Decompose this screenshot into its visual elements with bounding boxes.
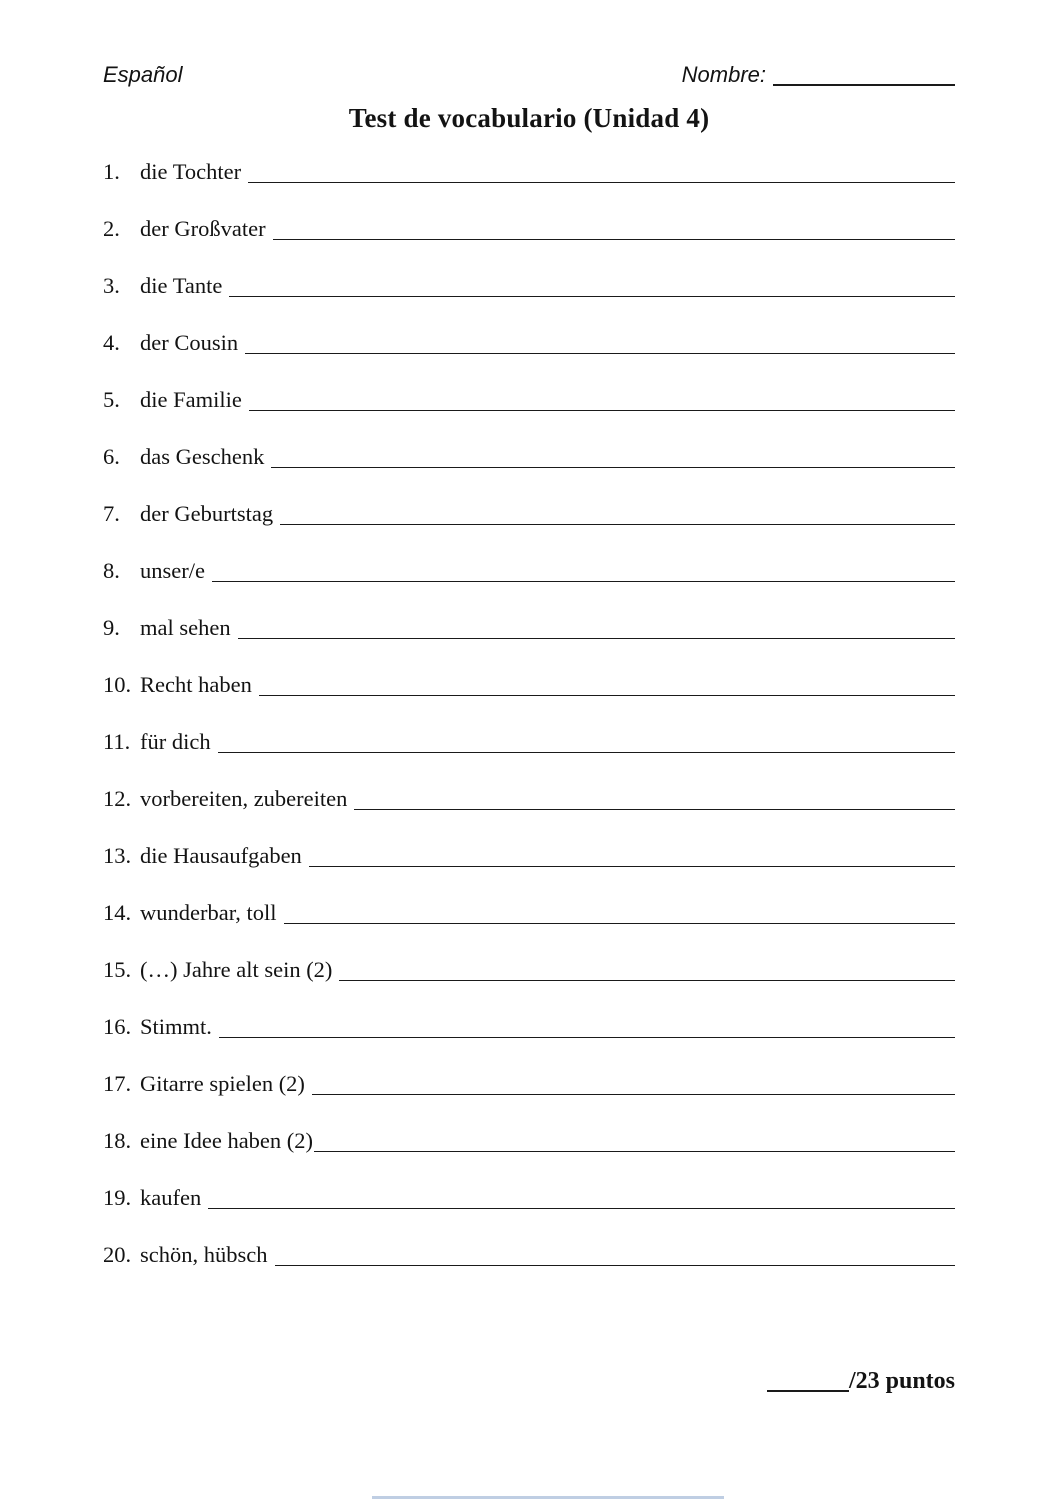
item-term: die Familie — [140, 387, 242, 412]
item-number: 9. — [103, 615, 120, 640]
item-term: die Hausaufgaben — [140, 843, 302, 868]
item-term: das Geschenk — [140, 444, 265, 469]
item-term: Recht haben — [140, 672, 252, 697]
answer-blank[interactable] — [208, 1208, 955, 1209]
page-title: Test de vocabulario (Unidad 4) — [348, 103, 710, 133]
item-term: wunderbar, toll — [140, 900, 277, 925]
item-term: die Tante — [140, 273, 223, 298]
vocab-item — [103, 1240, 955, 1270]
answer-blank[interactable] — [249, 410, 955, 411]
score-blank[interactable] — [767, 1390, 849, 1392]
vocab-item — [103, 670, 955, 700]
item-term: der Geburtstag — [140, 501, 274, 526]
item-number: 2. — [103, 216, 120, 241]
item-term: der Cousin — [140, 330, 239, 355]
answer-blank[interactable] — [271, 467, 955, 468]
item-number: 4. — [103, 330, 120, 355]
item-term: vorbereiten, zubereiten — [140, 786, 348, 811]
vocab-item — [103, 1012, 955, 1042]
answer-blank[interactable] — [280, 524, 955, 525]
item-number: 13. — [103, 843, 132, 868]
item-number: 16. — [103, 1014, 132, 1039]
answer-blank[interactable] — [314, 1151, 955, 1152]
item-term: der Großvater — [140, 216, 266, 241]
name-blank[interactable] — [773, 84, 955, 86]
answer-blank[interactable] — [259, 695, 955, 696]
answer-blank[interactable] — [212, 581, 955, 582]
vocab-item — [103, 841, 955, 871]
score-footer — [767, 1366, 955, 1396]
item-number: 20. — [103, 1242, 132, 1267]
answer-blank[interactable] — [248, 182, 955, 183]
vocab-item — [103, 385, 955, 415]
item-number: 1. — [103, 159, 120, 184]
vocab-item — [103, 499, 955, 529]
item-number: 17. — [103, 1071, 132, 1096]
points-label: /23 puntos — [848, 1368, 955, 1394]
item-term: die Tochter — [140, 159, 242, 184]
answer-blank[interactable] — [354, 809, 955, 810]
answer-blank[interactable] — [238, 638, 955, 639]
item-number: 12. — [103, 786, 132, 811]
item-number: 19. — [103, 1185, 132, 1210]
item-number: 3. — [103, 273, 120, 298]
scan-artifact — [372, 1496, 724, 1499]
name-label: Nombre: — [681, 62, 766, 87]
item-term: eine Idee haben (2) — [140, 1128, 314, 1153]
vocab-item — [103, 1069, 955, 1099]
answer-blank[interactable] — [273, 239, 955, 240]
answer-blank[interactable] — [218, 752, 955, 753]
answer-blank[interactable] — [284, 923, 955, 924]
item-number: 14. — [103, 900, 132, 925]
vocab-item — [103, 727, 955, 757]
item-number: 15. — [103, 957, 132, 982]
subject-label: Español — [103, 62, 183, 87]
vocab-item — [103, 1183, 955, 1213]
answer-blank[interactable] — [219, 1037, 955, 1038]
item-term: schön, hübsch — [140, 1242, 268, 1267]
vocab-item — [103, 556, 955, 586]
vocab-item — [103, 898, 955, 928]
answer-blank[interactable] — [245, 353, 955, 354]
item-number: 10. — [103, 672, 132, 697]
item-number: 6. — [103, 444, 120, 469]
item-term: kaufen — [140, 1185, 202, 1210]
item-term: (…) Jahre alt sein (2) — [140, 957, 333, 982]
item-number: 11. — [103, 729, 131, 754]
item-term: Gitarre spielen (2) — [140, 1071, 305, 1096]
item-term: mal sehen — [140, 615, 231, 640]
vocab-item — [103, 271, 955, 301]
answer-blank[interactable] — [312, 1094, 955, 1095]
vocab-item — [103, 442, 955, 472]
item-term: Stimmt. — [140, 1014, 212, 1039]
item-number: 5. — [103, 387, 120, 412]
page-header — [103, 62, 955, 88]
vocab-item — [103, 1126, 955, 1156]
vocab-item — [103, 784, 955, 814]
answer-blank[interactable] — [339, 980, 955, 981]
item-number: 8. — [103, 558, 120, 583]
vocab-list — [103, 157, 955, 1270]
vocab-item — [103, 328, 955, 358]
item-number: 7. — [103, 501, 120, 526]
vocab-item — [103, 955, 955, 985]
vocab-item — [103, 214, 955, 244]
item-term: unser/e — [140, 558, 205, 583]
answer-blank[interactable] — [229, 296, 955, 297]
vocab-item — [103, 157, 955, 187]
item-number: 18. — [103, 1128, 132, 1153]
name-field — [682, 62, 955, 88]
answer-blank[interactable] — [309, 866, 955, 867]
answer-blank[interactable] — [275, 1265, 956, 1266]
item-term: für dich — [140, 729, 211, 754]
vocab-item — [103, 613, 955, 643]
